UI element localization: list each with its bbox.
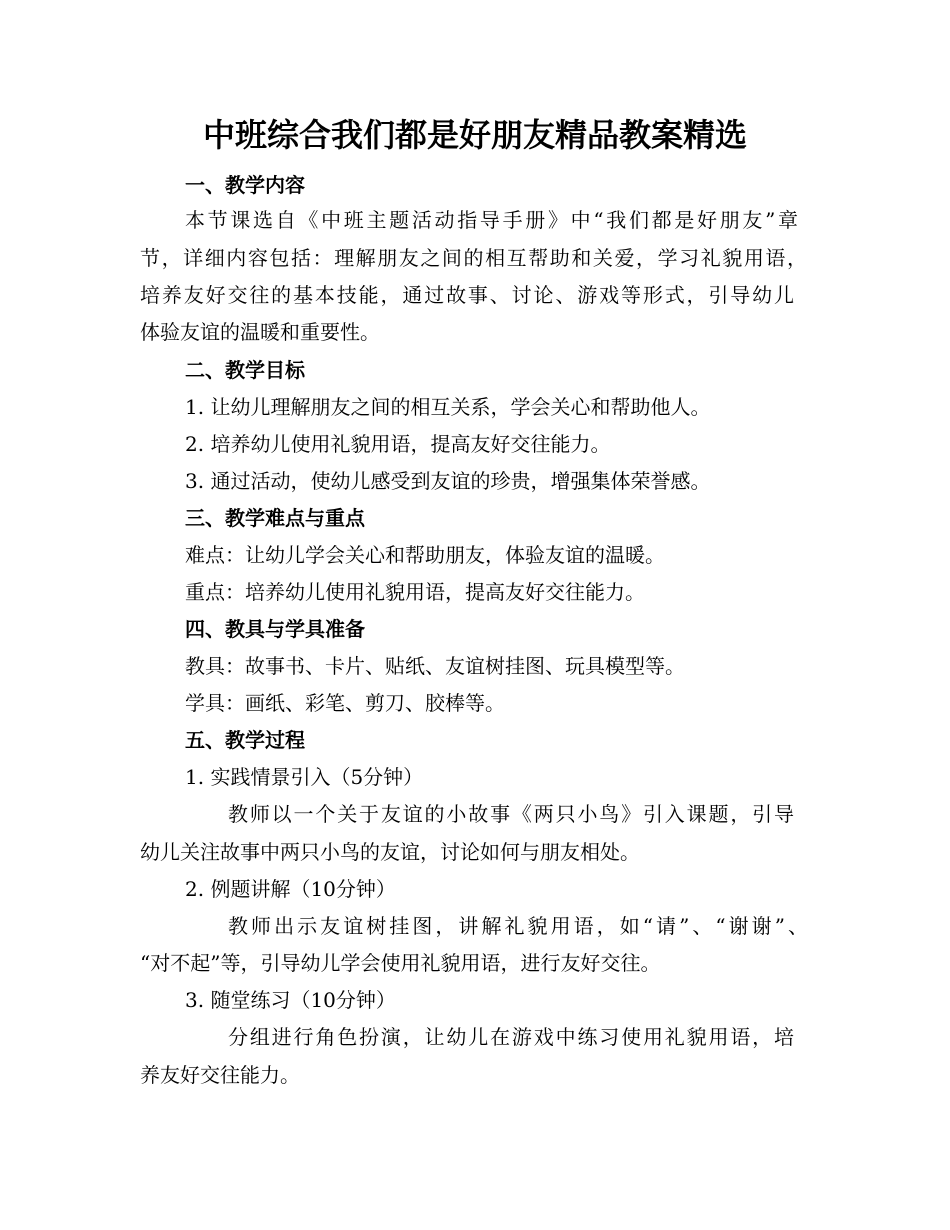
process-step-title: 2. 例题讲解（10分钟）: [185, 877, 396, 901]
paragraph-line: 体验友谊的温暖和重要性。: [140, 320, 380, 344]
process-step-line: “对不起”等，引导幼儿学会使用礼貌用语，进行友好交往。: [140, 951, 661, 975]
key-point: 重点：培养幼儿使用礼貌用语，提高友好交往能力。: [185, 580, 645, 604]
paragraph-line: 节，详细内容包括：理解朋友之间的相互帮助和关爱，学习礼貌用语，: [140, 246, 807, 270]
paragraph-line: 培养友好交往的基本技能，通过故事、讨论、游戏等形式，引导幼儿: [140, 283, 794, 307]
document-title: 中班综合我们都是好朋友精品教案精选: [202, 116, 747, 154]
goal-item: 3. 通过活动，使幼儿感受到友谊的珍贵，增强集体荣誉感。: [185, 469, 711, 493]
section-heading-goals: 二、教学目标: [185, 358, 305, 382]
process-step-line: 教师以一个关于友谊的小故事《两只小鸟》引入课题，引导: [228, 802, 794, 826]
process-step-title: 1. 实践情景引入（5分钟）: [185, 765, 424, 789]
process-step-line: 教师出示友谊树挂图，讲解礼貌用语，如“请”、“谢谢”、: [228, 914, 808, 938]
process-step-title: 3. 随堂练习（10分钟）: [185, 988, 396, 1012]
process-step-line: 养友好交往能力。: [140, 1063, 300, 1087]
paragraph-line: 本节课选自《中班主题活动指导手册》中“我们都是好朋友”章: [185, 208, 798, 232]
section-heading-content: 一、教学内容: [185, 173, 305, 197]
student-materials: 学具：画纸、彩笔、剪刀、胶棒等。: [185, 691, 505, 715]
process-step-line: 幼儿关注故事中两只小鸟的友谊，讨论如何与朋友相处。: [140, 840, 640, 864]
section-heading-process: 五、教学过程: [185, 728, 305, 752]
teacher-materials: 教具：故事书、卡片、贴纸、友谊树挂图、玩具模型等。: [185, 654, 685, 678]
section-heading-materials: 四、教具与学具准备: [185, 617, 365, 641]
difficult-point: 难点：让幼儿学会关心和帮助朋友，体验友谊的温暖。: [185, 543, 665, 567]
process-step-line: 分组进行角色扮演，让幼儿在游戏中练习使用礼貌用语，培: [228, 1025, 794, 1049]
goal-item: 2. 培养幼儿使用礼貌用语，提高友好交往能力。: [185, 432, 611, 456]
goal-item: 1. 让幼儿理解朋友之间的相互关系，学会关心和帮助他人。: [185, 395, 711, 419]
section-heading-difficulties: 三、教学难点与重点: [185, 506, 365, 530]
